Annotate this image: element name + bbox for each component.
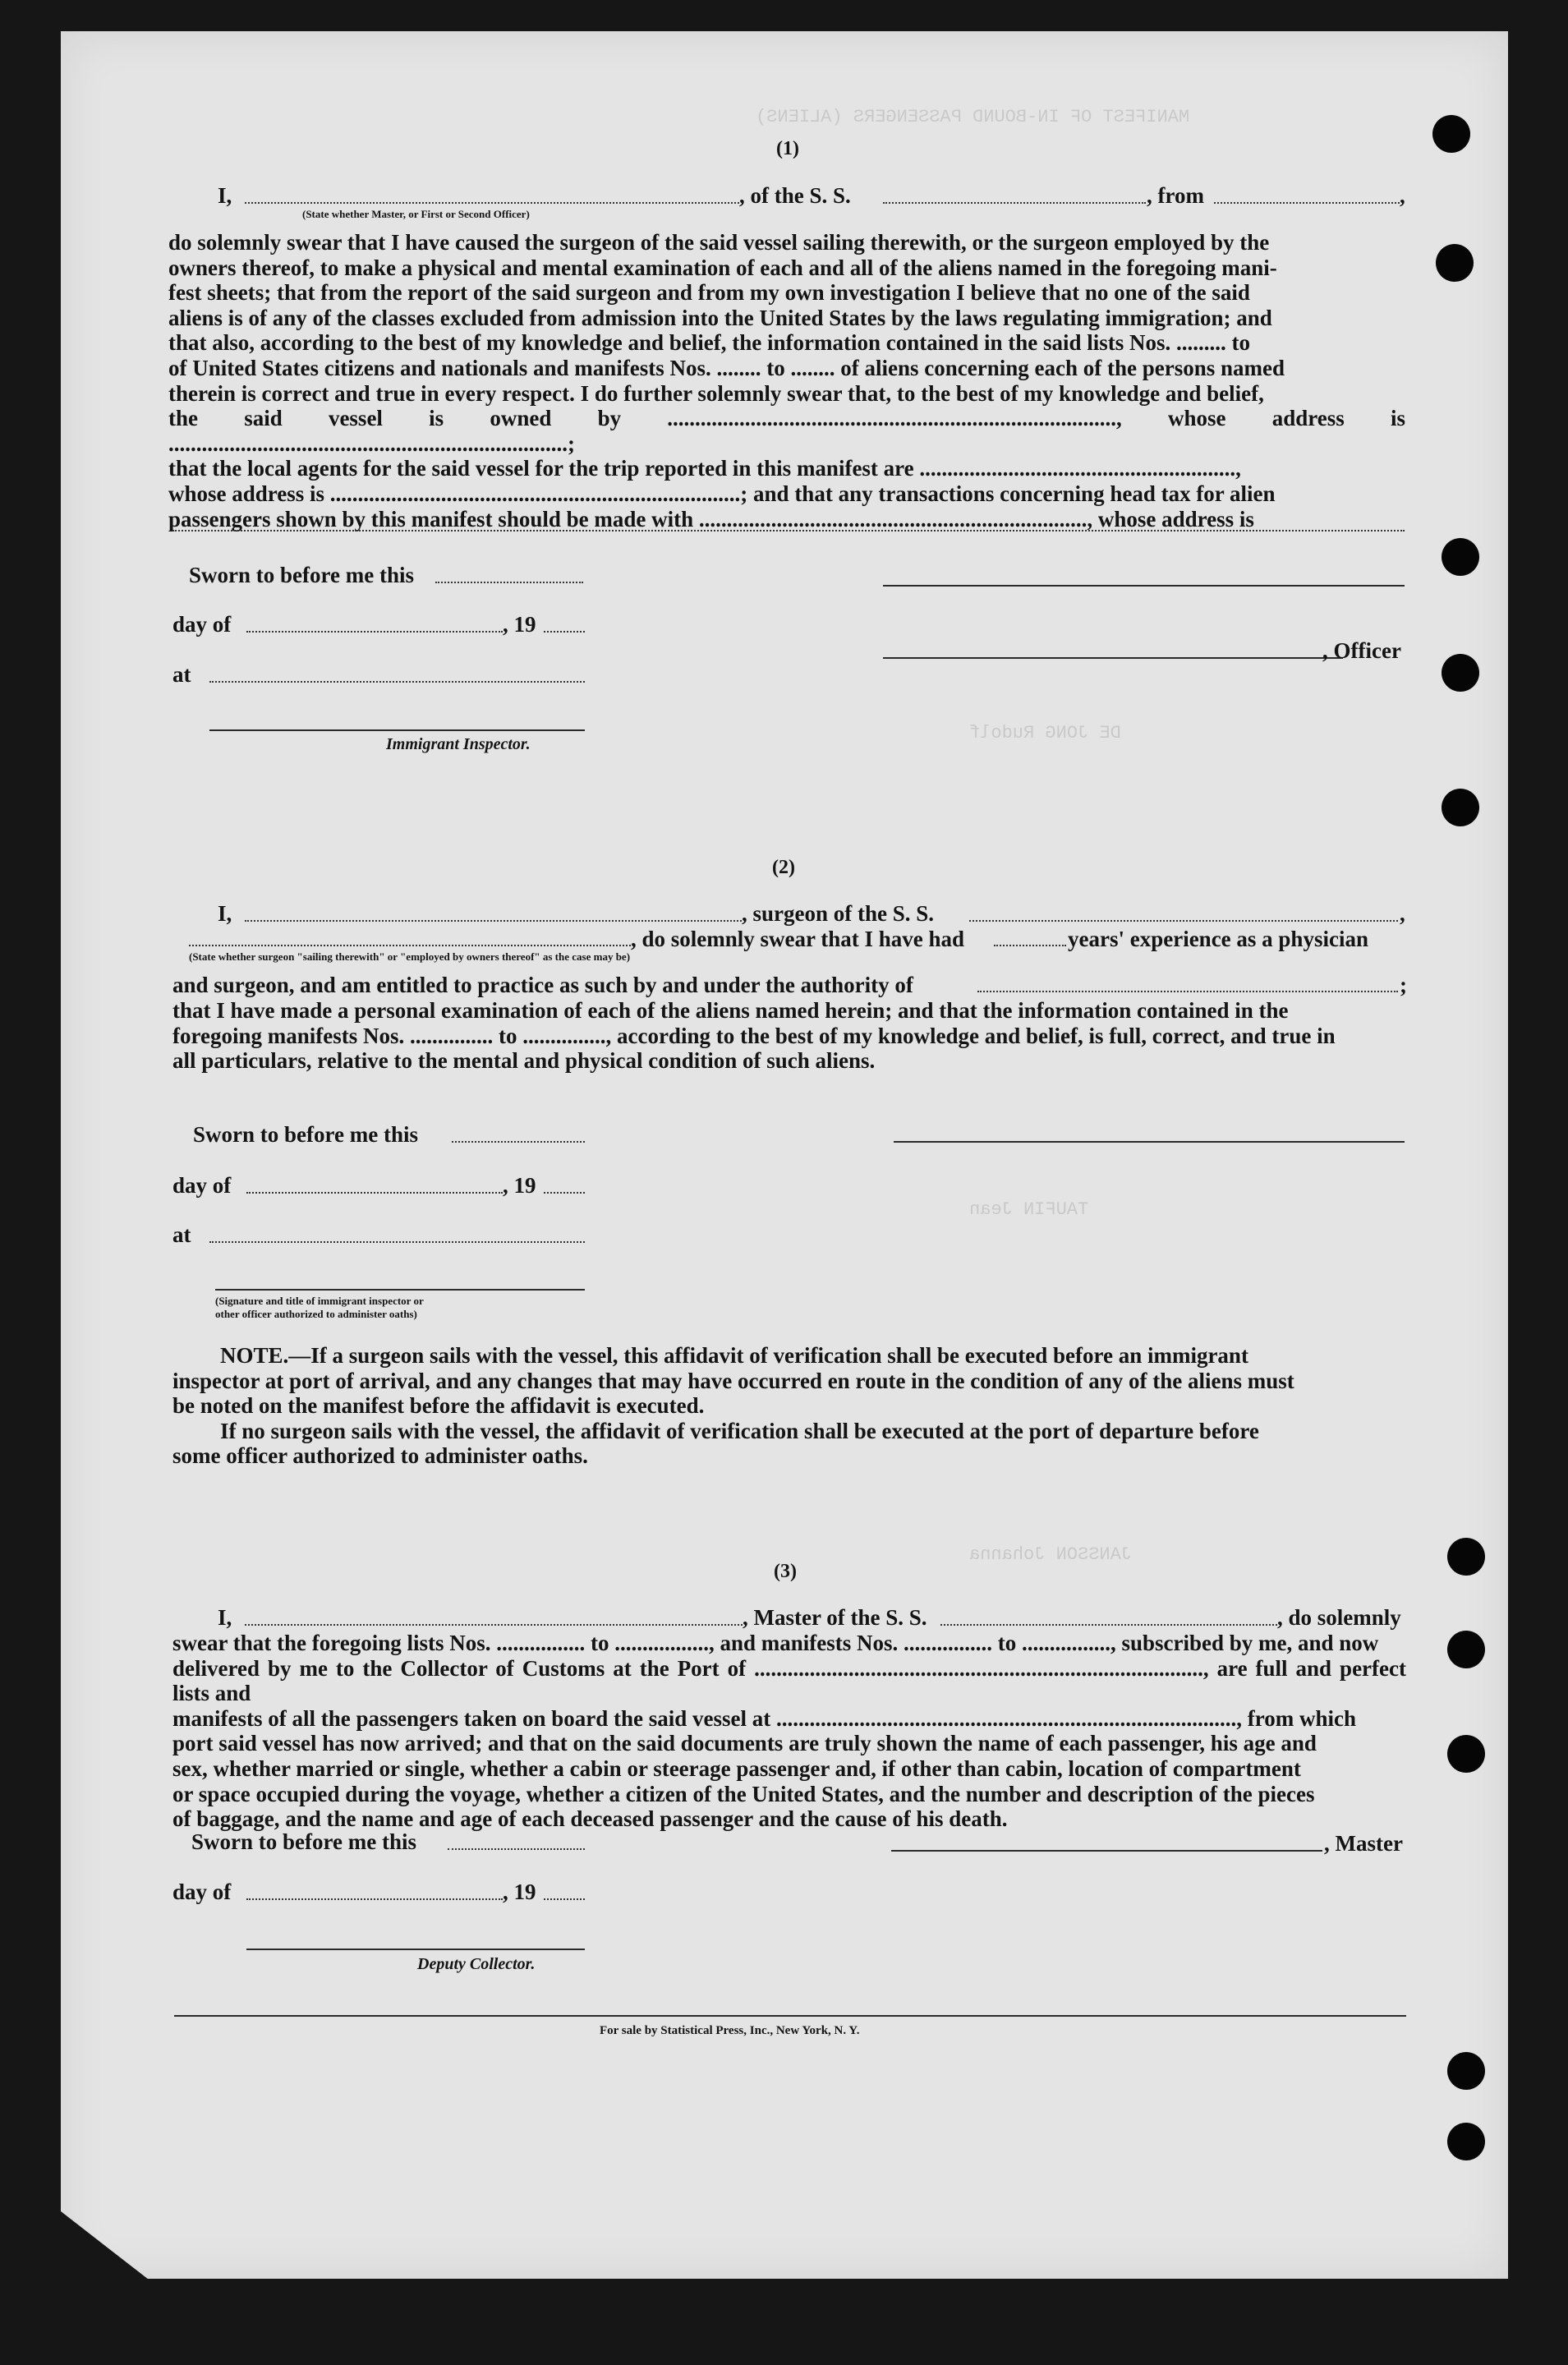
punch-hole — [1442, 654, 1479, 692]
note-label: NOTE. — [220, 1343, 289, 1368]
oath-line: the said vessel is owned by ................................................................................., whose address is ........................................................................; — [168, 406, 1405, 456]
punch-hole — [1436, 244, 1474, 282]
year-label-2: , 19 — [503, 1173, 536, 1198]
section-3-oath-text — [172, 1631, 1406, 1832]
address-continuation-field[interactable] — [172, 530, 1405, 531]
oath-line: that I have made a personal examination of each of the aliens named herein; and that the information contained in the — [172, 998, 1289, 1023]
authority-field[interactable] — [977, 991, 1398, 992]
year-label: , 19 — [503, 612, 536, 637]
oath-line: manifests of all the passengers taken on board the said vessel at ..................................................................................., from which — [172, 1705, 1357, 1731]
oath-line: therein is correct and true in every respect. I do further solemnly swear that, to the best of my knowledge and belief, — [168, 380, 1264, 406]
year-field[interactable] — [544, 631, 585, 633]
bleed-through-text: MANIFEST OF IN-BOUND PASSENGERS (ALIENS) — [756, 107, 1190, 127]
section-2-number: (2) — [772, 857, 795, 878]
oath-line: of baggage, and the name and age of each deceased passenger and the cause of his death. — [172, 1806, 1008, 1832]
officer-name-field[interactable] — [245, 202, 739, 204]
oath-line: aliens is of any of the classes excluded from admission into the United States by the laws regulating immigration; and — [168, 305, 1272, 330]
sworn-date-field[interactable] — [435, 582, 583, 583]
sworn-label-2: Sworn to before me this — [193, 1122, 418, 1147]
oath-line: do solemnly swear that I have caused the surgeon of the said vessel sailing therewith, or the surgeon employed by the — [168, 230, 1270, 255]
oath-line: of United States citizens and nationals and manifests Nos. ........ to ........ of aliens concerning each of the persons named — [168, 355, 1285, 380]
vessel-name-field-2[interactable] — [969, 920, 1398, 922]
punch-hole — [1442, 789, 1479, 826]
punch-hole — [1447, 2052, 1485, 2090]
master-name-field[interactable] — [245, 1624, 743, 1626]
oath-line: passengers shown by this manifest should be made with ......................................................................, whose address is — [168, 506, 1254, 531]
day-of-label-3: day of — [172, 1880, 232, 1904]
immigrant-inspector-label: Immigrant Inspector. — [386, 735, 531, 753]
oath-line: sex, whether married or single, whether a cabin or steerage passenger and, if other than cabin, location of compartment — [172, 1755, 1301, 1781]
officer-rank-note: (State whether Master, or First or Second Officer) — [302, 208, 530, 220]
day-of-label-2: day of — [172, 1173, 232, 1198]
punch-hole — [1432, 115, 1470, 153]
year-field-2[interactable] — [544, 1192, 585, 1194]
note-line: be noted on the manifest before the affidavit is executed. — [172, 1393, 705, 1419]
day-field-2[interactable] — [246, 1192, 503, 1194]
punch-hole — [1447, 1631, 1485, 1668]
sworn-date-field-3[interactable] — [448, 1848, 585, 1850]
officer-label: , Officer — [1322, 638, 1401, 663]
punch-hole — [1442, 538, 1479, 576]
do-solemnly-text: , do solemnly — [1277, 1605, 1401, 1630]
deputy-collector-label: Deputy Collector. — [417, 1955, 536, 1973]
oath-line: fest sheets; that from the report of the said surgeon and from my own investigation I believe that no one of the said — [168, 280, 1250, 306]
oath-line: foregoing manifests Nos. ............... to ..............., according to the best of my knowledge and belief, is full, correct, and true in — [172, 1023, 1336, 1048]
section-2-lead: I, — [218, 901, 232, 926]
signature-note-line-1: (Signature and title of immigrant inspector or — [215, 1295, 424, 1307]
of-ss-label: , of the S. S. — [739, 183, 851, 208]
note-line — [172, 1343, 1405, 1369]
signature-note-line-2: other officer authorized to administer oaths) — [215, 1308, 417, 1320]
from-label: , from — [1147, 183, 1204, 208]
vessel-name-field[interactable] — [883, 202, 1146, 204]
oath-line: port said vessel has now arrived; and that on the said documents are truly shown the name of each passenger, his age and — [172, 1731, 1317, 1756]
day-field[interactable] — [246, 631, 503, 633]
punch-hole — [1447, 2123, 1485, 2160]
note-line: If no surgeon sails with the vessel, the affidavit of verification shall be executed at the port of departure before — [220, 1418, 1259, 1443]
vessel-name-field-3[interactable] — [940, 1624, 1277, 1626]
at-place-field-2[interactable] — [209, 1241, 585, 1243]
surgeon-name-field[interactable] — [245, 920, 742, 922]
inspector-signature-line-2[interactable] — [215, 1289, 585, 1291]
oath-line: that the local agents for the said vessel for the trip reported in this manifest are ........................................................., — [168, 456, 1241, 481]
oath-line: swear that the foregoing lists Nos. ................ to ................., and manifests Nos. ................ to ................, subscribed by me, and now — [172, 1631, 1379, 1655]
day-field-3[interactable] — [246, 1898, 503, 1900]
at-place-field[interactable] — [209, 681, 585, 683]
swear-had-text: , do solemnly swear that I have had — [631, 927, 965, 951]
printer-footer: For sale by Statistical Press, Inc., New York, N. Y. — [600, 2024, 860, 2037]
trailing-comma-2: , — [1400, 901, 1405, 926]
departure-port-field[interactable] — [1214, 202, 1400, 204]
section-3-lead: I, — [218, 1605, 232, 1630]
collector-signature-line[interactable] — [246, 1949, 585, 1950]
oath-line: all particulars, relative to the mental and physical condition of such aliens. — [172, 1048, 876, 1074]
section-3-number: (3) — [774, 1561, 797, 1582]
oath-line: whose address is ..........................................................................; and that any transactions concerning head tax for alien — [168, 481, 1276, 506]
punch-hole — [1447, 1538, 1485, 1576]
oath-line: owners thereof, to make a physical and mental examination of each and all of the aliens named in the foregoing mani- — [168, 255, 1277, 280]
authority-semicolon: ; — [1400, 973, 1407, 997]
years-experience-field[interactable] — [994, 945, 1066, 946]
surgeon-status-note: (State whether surgeon "sailing therewith" or "employed by owners thereof" as the case may be) — [189, 950, 631, 963]
surgeon-of-label: , surgeon of the S. S. — [742, 901, 935, 926]
footer-divider — [174, 2015, 1406, 2017]
oath-line: delivered by me to the Collector of Customs at the Port of ................................................................................., are full and perfect lists and — [172, 1655, 1406, 1706]
surgeon-status-field[interactable] — [189, 945, 631, 946]
officer-title-line[interactable] — [883, 657, 1343, 659]
master-label: , Master — [1324, 1831, 1403, 1856]
section-1-lead: I, — [218, 183, 232, 208]
surgeon-note — [172, 1343, 1405, 1469]
section-2-oath-text — [172, 998, 1405, 1074]
master-signature-line[interactable] — [891, 1850, 1322, 1852]
oath-line: or space occupied during the voyage, whether a citizen of the United States, and the number and description of the pieces — [172, 1781, 1315, 1806]
surgeon-signature-line[interactable] — [894, 1141, 1405, 1143]
sworn-date-field-2[interactable] — [452, 1141, 585, 1143]
punch-hole — [1447, 1735, 1485, 1773]
sworn-label: Sworn to before me this — [189, 563, 414, 587]
note-text: —If a surgeon sails with the vessel, this affidavit of verification shall be executed before an immigrant — [288, 1343, 1248, 1368]
inspector-signature-line[interactable] — [209, 729, 585, 731]
year-label-3: , 19 — [503, 1880, 536, 1904]
section-1-oath-text — [168, 230, 1405, 531]
section-1-number: (1) — [776, 138, 799, 159]
sworn-label-3: Sworn to before me this — [191, 1829, 416, 1854]
note-line: some officer authorized to administer oaths. — [172, 1443, 588, 1469]
officer-signature-line[interactable] — [883, 585, 1405, 587]
day-of-label: day of — [172, 612, 232, 637]
year-field-3[interactable] — [544, 1898, 585, 1900]
bleed-through-text: TAUFIN Jean — [969, 1199, 1089, 1220]
trailing-comma: , — [1400, 183, 1405, 208]
authority-text: and surgeon, and am entitled to practice as such by and under the authority of — [172, 973, 913, 997]
oath-line: that also, according to the best of my knowledge and belief, the information contained in the said lists Nos. ......... to — [168, 330, 1251, 356]
years-experience-text: years' experience as a physician — [1068, 927, 1368, 951]
master-of-label: , Master of the S. S. — [743, 1605, 927, 1630]
at-label: at — [172, 662, 191, 687]
at-label-2: at — [172, 1222, 191, 1247]
note-line: inspector at port of arrival, and any changes that may have occurred en route in the condition of any of the aliens must — [172, 1368, 1294, 1393]
bleed-through-text: DE JONG Rudolf — [969, 723, 1121, 743]
bleed-through-text: JANSSON Johanna — [969, 1544, 1133, 1565]
